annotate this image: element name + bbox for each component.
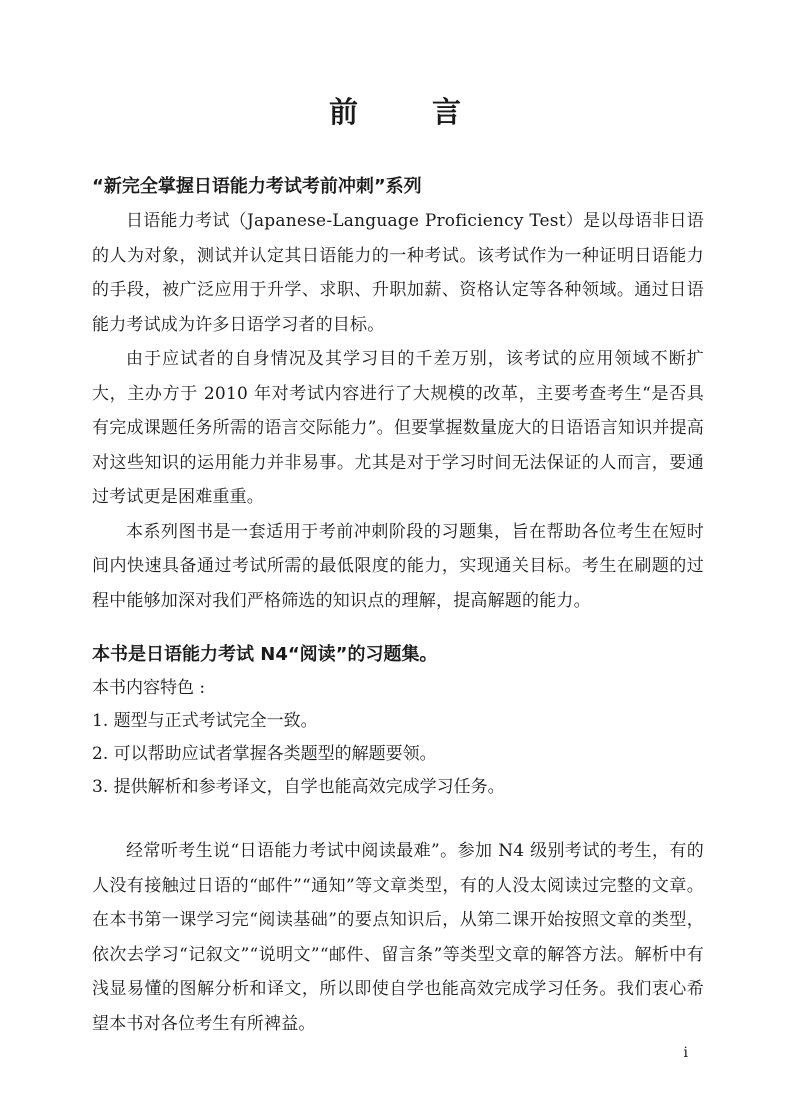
series-purpose-paragraph: 本系列图书是一套适用于考前冲刺阶段的习题集，旨在帮助各位考生在短时间内快速具备通过考试所需的最低限度的能力，实现通关目标。考生在刷题的过程中能够加深对我们严格筛选的知识点的理解，提高解题的能力。 [92,521,704,611]
feature-item-3: 3. 提供解析和参考译文，自学也能高效完成学习任务。 [92,777,505,797]
section-spacer [92,618,704,638]
section-spacer [92,804,704,834]
features-label: 本书内容特色 : [92,678,206,698]
reading-paragraph: 经常听考生说“日语能力考试中阅读最难”。参加 N4 级别考试的考生，有的人没有接触过日语的“邮件”“通知”等文章类型，有的人没太阅读过完整的文章。在本书第一课学习完“阅读基础”的要点知识后，从第二课开始按照文章的类型，依次去学习“记叙文”“说明文”“邮件、留言条”等类型文章的解答方法。解析中有浅显易懂的图解分析和译文，所以即使自学也能高效完成学习任务。我们衷心希望本书对各位考生有所裨益。 [92,841,704,1034]
page-title: 前 言 [328,95,494,129]
feature-item-1: 1. 题型与正式考试完全一致。 [92,711,318,731]
reform-paragraph: 由于应试者的自身情况及其学习目的千差万别，该考试的应用领域不断扩大，主办方于 2010 年对考试内容进行了大规模的改革，主要考查考生“是否具有完成课题任务所需的语言交际能力”。但要掌握数量庞大的日语语言知识并提高对这些知识的运用能力并非易事。尤其是对于学习时间无法保证的人而言，要通过考试更是困难重重。 [92,349,704,507]
page-number: i [683,1045,688,1061]
book-heading: 本书是日语能力考试 N4“阅读”的习题集。 [92,644,438,665]
series-heading: “新完全掌握日语能力考试考前冲刺”系列 [92,176,422,197]
feature-item-2: 2. 可以帮助应试者掌握各类题型的解题要领。 [92,744,437,764]
intro-paragraph: 日语能力考试（Japanese-Language Proficiency Test）是以母语非日语的人为对象，测试并认定其日语能力的一种考试。该考试作为一种证明日语能力的手段，被广泛应用于升学、求职、升职加薪、资格认定等各种领域。通过日语能力考试成为许多日语学习者的目标。 [92,211,704,335]
document-body [92,170,704,1041]
